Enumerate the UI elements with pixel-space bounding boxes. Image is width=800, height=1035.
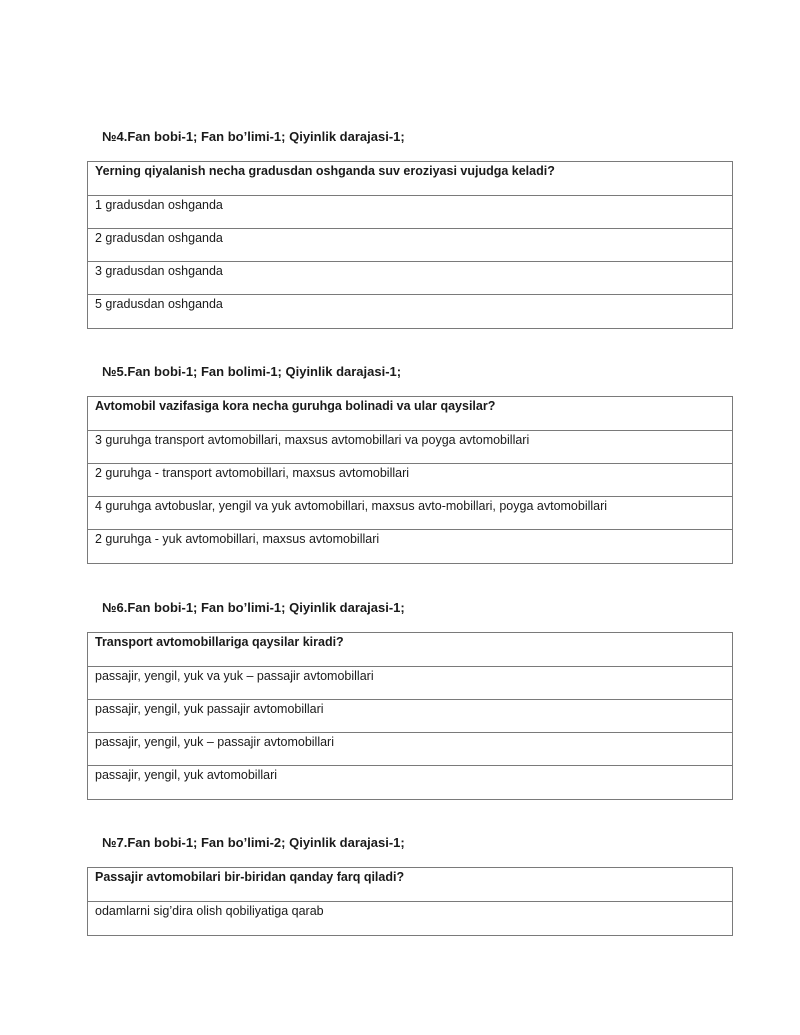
- question-block-5: [87, 362, 734, 564]
- question-block-7: [87, 833, 734, 936]
- question-block-4: [87, 127, 734, 329]
- answer-option: passajir, yengil, yuk passajir avtomobillari: [88, 699, 732, 732]
- answer-option: 2 guruhga - transport avtomobillari, maxsus avtomobillari: [88, 463, 732, 496]
- question-text: Transport avtomobillariga qaysilar kiradi?: [95, 635, 344, 649]
- answer-option: 1 gradusdan oshganda: [88, 195, 732, 228]
- question-block-6: [87, 598, 734, 800]
- question-table: [87, 867, 733, 936]
- question-header: №5.Fan bobi-1; Fan bolimi-1; Qiyinlik darajasi-1;: [102, 364, 402, 379]
- question-header: №7.Fan bobi-1; Fan bo’limi-2; Qiyinlik darajasi-1;: [102, 835, 405, 850]
- question-text: Avtomobil vazifasiga kora necha guruhga bolinadi va ular qaysilar?: [95, 399, 496, 413]
- answer-option: 2 gradusdan oshganda: [88, 228, 732, 261]
- answer-option: 5 gradusdan oshganda: [88, 294, 732, 328]
- answer-option: 2 guruhga - yuk avtomobillari, maxsus avtomobillari: [88, 529, 732, 563]
- answer-option: passajir, yengil, yuk va yuk – passajir avtomobillari: [88, 666, 732, 699]
- answer-option: odamlarni sig’dira olish qobiliyatiga qarab: [88, 901, 732, 935]
- question-table: [87, 161, 733, 329]
- question-header: №6.Fan bobi-1; Fan bo’limi-1; Qiyinlik darajasi-1;: [102, 600, 405, 615]
- answer-option: passajir, yengil, yuk – passajir avtomobillari: [88, 732, 732, 765]
- answer-option: passajir, yengil, yuk avtomobillari: [88, 765, 732, 799]
- question-header: №4.Fan bobi-1; Fan bo’limi-1; Qiyinlik darajasi-1;: [102, 129, 405, 144]
- question-text: Passajir avtomobilari bir-biridan qanday farq qiladi?: [95, 870, 405, 884]
- question-table: [87, 632, 733, 800]
- answer-option: 3 guruhga transport avtomobillari, maxsus avtomobillari va poyga avtomobillari: [88, 430, 732, 463]
- question-text: Yerning qiyalanish necha gradusdan oshganda suv eroziyasi vujudga keladi?: [95, 164, 555, 178]
- answer-option: 3 gradusdan oshganda: [88, 261, 732, 294]
- answer-option: 4 guruhga avtobuslar, yengil va yuk avtomobillari, maxsus avto-mobillari, poyga avtomobillari: [88, 496, 732, 529]
- question-table: [87, 396, 733, 564]
